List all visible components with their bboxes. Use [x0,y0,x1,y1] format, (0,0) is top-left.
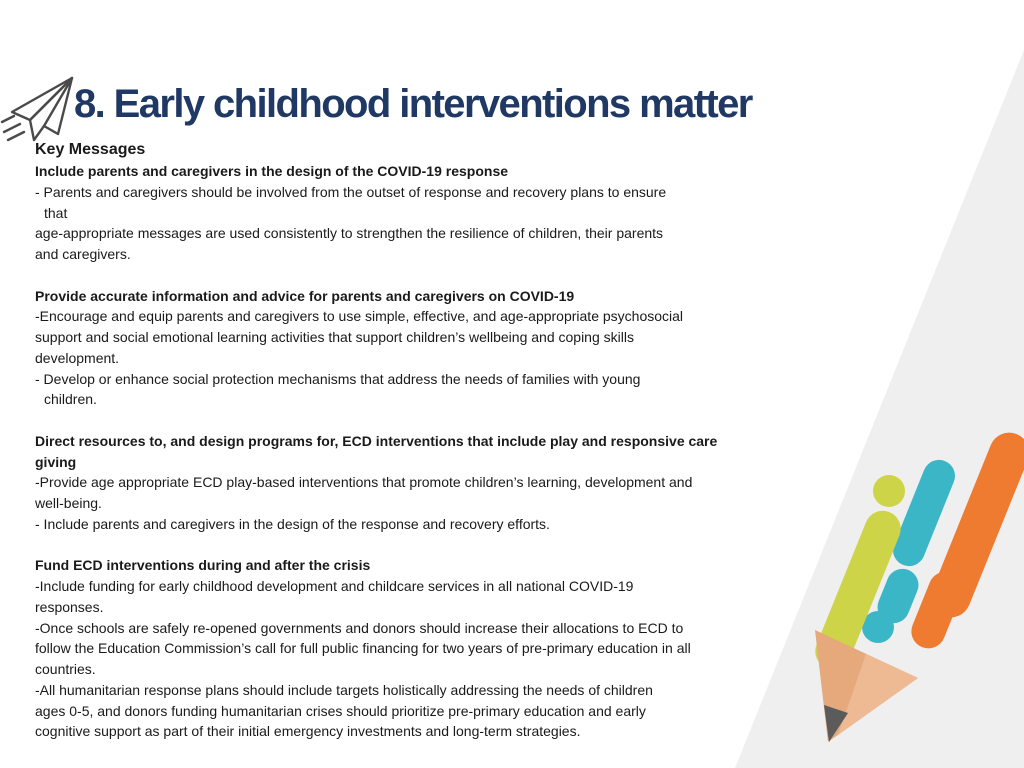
section-4-line: -All humanitarian response plans should include targets holistically addressing the needs of children [35,681,653,698]
section-1-line: - Parents and caregivers should be involved from the outset of response and recovery plans to ensure [35,183,667,200]
section-4-line: countries. [35,661,96,677]
spacer [35,535,757,556]
section-4-line: ages 0-5, and donors funding humanitarian crises should prioritize pre-primary education and early [35,702,646,719]
spacer [35,265,757,286]
key-messages-body [35,139,757,742]
section-2-line: - Develop or enhance social protection mechanisms that address the needs of families with young [35,370,641,387]
section-3-heading: Direct resources to, and design programs for, ECD interventions that include play and responsive care [35,432,718,449]
key-messages-subtitle: Key Messages [35,141,146,158]
section-2-line: development. [35,349,120,366]
section-4-line: cognitive support as part of their initial emergency investments and long-term strategies. [35,723,581,740]
section-4-line: -Once schools are safely re-opened governments and donors should increase their allocations to ECD to [35,619,684,636]
section-4-line: responses. [35,598,104,615]
page-title: 8. Early childhood interventions matter [74,82,752,126]
section-3-line: -Provide age appropriate ECD play-based interventions that promote children’s learning, development and [35,474,693,491]
section-4-line: -Include funding for early childhood development and childcare services in all national COVID-19 [35,578,634,594]
section-2-heading: Provide accurate information and advice for parents and caregivers on COVID-19 [35,287,575,304]
section-3-line: - Include parents and caregivers in the design of the response and recovery efforts. [35,515,550,532]
section-4-line: follow the Education Commission’s call for full public financing for two years of pre-primary education in all [35,640,691,657]
section-3-heading: giving [35,453,77,470]
section-2-line: support and social emotional learning activities that support children’s wellbeing and coping skills [35,329,634,345]
section-1-line: that [44,204,68,221]
section-2-line: -Encourage and equip parents and caregivers to use simple, effective, and age-appropriate psychosocial [35,308,684,325]
section-4-heading: Fund ECD interventions during and after the crisis [35,557,371,574]
paper-plane-icon [0,74,78,144]
spacer [35,410,757,431]
section-1-heading: Include parents and caregivers in the design of the COVID-19 response [35,163,509,179]
section-1-line: and caregivers. [35,246,131,262]
lime-dot [873,475,905,507]
section-3-line: well-being. [35,495,102,511]
section-2-line: children. [44,391,97,408]
section-1-line: age-appropriate messages are used consistently to strengthen the resilience of children, their parents [35,225,664,242]
